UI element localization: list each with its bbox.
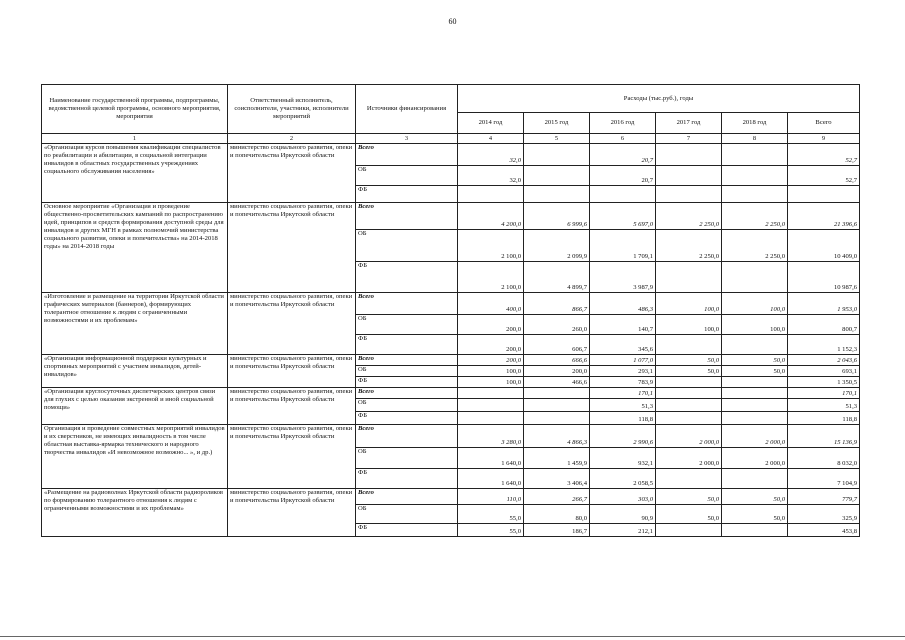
year-value: 4 899,7 xyxy=(524,262,590,293)
funding-source: Всего xyxy=(356,388,458,399)
funding-source: Всего xyxy=(356,425,458,448)
total-value: 453,8 xyxy=(788,524,860,537)
year-value: 100,0 xyxy=(656,315,722,335)
year-value: 666,6 xyxy=(524,355,590,366)
year-value xyxy=(524,166,590,186)
year-value xyxy=(458,399,524,412)
year-value xyxy=(524,412,590,425)
table-body xyxy=(42,144,860,537)
year-value: 4 866,3 xyxy=(524,425,590,448)
funding-source: Всего xyxy=(356,355,458,366)
column-index: 1 xyxy=(42,134,228,144)
funding-source: ОБ xyxy=(356,366,458,377)
scan-edge-line xyxy=(0,636,905,637)
total-value: 21 396,6 xyxy=(788,203,860,230)
funding-source: Всего xyxy=(356,489,458,505)
total-value: 51,3 xyxy=(788,399,860,412)
total-value: 52,7 xyxy=(788,166,860,186)
executor-name: министерство социального развития, опеки и попечительства Иркутской области xyxy=(228,203,356,293)
year-value xyxy=(590,186,656,203)
year-value: 100,0 xyxy=(656,293,722,315)
executor-name: министерство социального развития, опеки и попечительства Иркутской области xyxy=(228,388,356,425)
year-value xyxy=(524,388,590,399)
year-value: 50,0 xyxy=(656,489,722,505)
year-value xyxy=(458,186,524,203)
year-value xyxy=(656,469,722,489)
year-value: 1 077,0 xyxy=(590,355,656,366)
funding-source: ФБ xyxy=(356,377,458,388)
year-value: 200,0 xyxy=(458,315,524,335)
year-value: 118,8 xyxy=(590,412,656,425)
header-executor: Ответственный исполнитель, соисполнители, участники, исполнители мероприятий xyxy=(228,85,356,134)
executor-name: министерство социального развития, опеки и попечительства Иркутской области xyxy=(228,293,356,355)
year-value xyxy=(722,524,788,537)
funding-source: ФБ xyxy=(356,186,458,203)
year-value xyxy=(722,377,788,388)
column-index: 9 xyxy=(788,134,860,144)
total-value: 800,7 xyxy=(788,315,860,335)
year-value xyxy=(722,262,788,293)
year-value: 2 000,0 xyxy=(656,448,722,469)
year-value: 866,7 xyxy=(524,293,590,315)
total-value: 10 987,6 xyxy=(788,262,860,293)
year-value xyxy=(524,144,590,166)
funding-source: ОБ xyxy=(356,399,458,412)
year-value xyxy=(458,388,524,399)
year-value: 170,1 xyxy=(590,388,656,399)
year-value: 932,1 xyxy=(590,448,656,469)
table-row xyxy=(42,489,860,505)
budget-table xyxy=(41,84,860,537)
total-value xyxy=(788,186,860,203)
year-value: 50,0 xyxy=(656,355,722,366)
column-index: 7 xyxy=(656,134,722,144)
year-value: 466,6 xyxy=(524,377,590,388)
year-value: 90,9 xyxy=(590,505,656,524)
funding-source: ОБ xyxy=(356,230,458,262)
header-source: Источники финансирования xyxy=(356,85,458,134)
year-value: 50,0 xyxy=(722,355,788,366)
year-value: 50,0 xyxy=(722,366,788,377)
year-value: 2 058,5 xyxy=(590,469,656,489)
total-value: 1 350,5 xyxy=(788,377,860,388)
year-value: 2 250,0 xyxy=(722,203,788,230)
year-value: 2 250,0 xyxy=(656,230,722,262)
year-value xyxy=(524,399,590,412)
total-value: 1 953,0 xyxy=(788,293,860,315)
table-row xyxy=(42,388,860,399)
year-value: 2 100,0 xyxy=(458,230,524,262)
year-value: 32,0 xyxy=(458,166,524,186)
year-value: 260,0 xyxy=(524,315,590,335)
year-value: 3 987,9 xyxy=(590,262,656,293)
year-value: 266,7 xyxy=(524,489,590,505)
year-value xyxy=(722,412,788,425)
year-value: 140,7 xyxy=(590,315,656,335)
year-value: 50,0 xyxy=(722,489,788,505)
funding-source: ОБ xyxy=(356,505,458,524)
executor-name: министерство социального развития, опеки и попечительства Иркутской области xyxy=(228,425,356,489)
year-value: 100,0 xyxy=(722,315,788,335)
activity-name: «Организация курсов повышения квалификации специалистов по реабилитации и абилитации, в социальной интеграции инвалидов в областных государственных учреждениях социального обслуживания населения» xyxy=(42,144,228,203)
table-row xyxy=(42,203,860,230)
column-index: 6 xyxy=(590,134,656,144)
year-value: 55,0 xyxy=(458,524,524,537)
year-value: 212,1 xyxy=(590,524,656,537)
header-year: 2017 год xyxy=(656,113,722,134)
column-index: 5 xyxy=(524,134,590,144)
year-value xyxy=(656,166,722,186)
year-value xyxy=(722,399,788,412)
funding-source: ОБ xyxy=(356,448,458,469)
year-value: 1 459,9 xyxy=(524,448,590,469)
year-value: 100,0 xyxy=(458,377,524,388)
year-value xyxy=(458,412,524,425)
year-value: 200,0 xyxy=(458,355,524,366)
year-value xyxy=(656,144,722,166)
activity-name: «Размещение на радиоволнах Иркутской области радиороликов по формированию толерантного отношения к людям с ограниченными возможностями и их проблемам» xyxy=(42,489,228,537)
funding-source: ОБ xyxy=(356,166,458,186)
year-value: 783,9 xyxy=(590,377,656,388)
funding-source: ФБ xyxy=(356,335,458,355)
year-value: 55,0 xyxy=(458,505,524,524)
year-value: 3 280,0 xyxy=(458,425,524,448)
year-value: 110,0 xyxy=(458,489,524,505)
funding-source: ФБ xyxy=(356,524,458,537)
year-value: 100,0 xyxy=(722,293,788,315)
year-value: 20,7 xyxy=(590,166,656,186)
year-value: 2 100,0 xyxy=(458,262,524,293)
header-year: 2016 год xyxy=(590,113,656,134)
funding-source: ФБ xyxy=(356,412,458,425)
activity-name: «Организация круглосуточных диспетчерских центров связи для глухих с целью оказания экстренной и иной социальной помощи» xyxy=(42,388,228,425)
year-value xyxy=(524,186,590,203)
year-value: 6 999,6 xyxy=(524,203,590,230)
total-value: 8 032,0 xyxy=(788,448,860,469)
year-value xyxy=(722,166,788,186)
year-value: 3 406,4 xyxy=(524,469,590,489)
year-value: 1 640,0 xyxy=(458,448,524,469)
activity-name: «Организация информационной поддержки культурных и спортивных мероприятий с участием инвалидов, детей-инвалидов» xyxy=(42,355,228,388)
activity-name: Организация и проведение совместных мероприятий инвалидов и их сверстников, не имеющих инвалидность в том числе областная выставка-ярмарка технического и народного творчества инвалидов «И невозможное возможно... », и др.) xyxy=(42,425,228,489)
column-index: 3 xyxy=(356,134,458,144)
year-value: 4 200,0 xyxy=(458,203,524,230)
year-value: 2 099,9 xyxy=(524,230,590,262)
year-value xyxy=(722,335,788,355)
year-value: 200,0 xyxy=(458,335,524,355)
header-year: 2018 год xyxy=(722,113,788,134)
total-value: 1 152,3 xyxy=(788,335,860,355)
year-value xyxy=(656,377,722,388)
table-row xyxy=(42,425,860,448)
column-index: 8 xyxy=(722,134,788,144)
activity-name: «Изготовление и размещение на территории Иркутской области графических материалов (баннеров), формирующих толерантное отношение к людям с ограниченными возможностями и их проблемам» xyxy=(42,293,228,355)
funding-source: ФБ xyxy=(356,262,458,293)
year-value: 2 990,6 xyxy=(590,425,656,448)
year-value: 293,1 xyxy=(590,366,656,377)
year-value xyxy=(656,335,722,355)
year-value: 2 000,0 xyxy=(722,425,788,448)
table-row xyxy=(42,144,860,166)
total-value: 15 136,9 xyxy=(788,425,860,448)
year-value xyxy=(656,412,722,425)
executor-name: министерство социального развития, опеки и попечительства Иркутской области xyxy=(228,144,356,203)
page-number: 60 xyxy=(448,17,457,26)
year-value xyxy=(722,388,788,399)
funding-source: ФБ xyxy=(356,469,458,489)
total-value: 2 043,6 xyxy=(788,355,860,366)
year-value xyxy=(656,399,722,412)
year-value: 51,3 xyxy=(590,399,656,412)
year-value: 2 000,0 xyxy=(656,425,722,448)
header-year: 2014 год xyxy=(458,113,524,134)
year-value xyxy=(656,262,722,293)
year-value: 2 250,0 xyxy=(656,203,722,230)
year-value: 606,7 xyxy=(524,335,590,355)
year-value: 50,0 xyxy=(656,366,722,377)
year-value: 400,0 xyxy=(458,293,524,315)
year-value xyxy=(722,469,788,489)
year-value: 50,0 xyxy=(656,505,722,524)
header-expenses: Расходы (тыс.руб.), годы xyxy=(458,85,860,113)
funding-source: Всего xyxy=(356,144,458,166)
header-year: 2015 год xyxy=(524,113,590,134)
year-value: 186,7 xyxy=(524,524,590,537)
year-value xyxy=(656,524,722,537)
year-value: 80,0 xyxy=(524,505,590,524)
total-value: 325,9 xyxy=(788,505,860,524)
funding-source: Всего xyxy=(356,293,458,315)
year-value: 486,3 xyxy=(590,293,656,315)
year-value: 345,6 xyxy=(590,335,656,355)
total-value: 693,1 xyxy=(788,366,860,377)
year-value: 100,0 xyxy=(458,366,524,377)
column-index: 4 xyxy=(458,134,524,144)
total-value: 118,8 xyxy=(788,412,860,425)
funding-source: Всего xyxy=(356,203,458,230)
column-index: 2 xyxy=(228,134,356,144)
year-value: 2 000,0 xyxy=(722,448,788,469)
year-value: 1 640,0 xyxy=(458,469,524,489)
year-value: 50,0 xyxy=(722,505,788,524)
funding-source: ОБ xyxy=(356,315,458,335)
year-value: 1 709,1 xyxy=(590,230,656,262)
year-value xyxy=(722,144,788,166)
activity-name: Основное мероприятие «Организация и проведение общественно-просветительских кампаний по распространению идей, принципов и средств формирования доступной среды для инвалидов и других МГН в рамках полномочий министерства социального развития, опеки и попечительства» на 2014-2018 годы» на 2014-2018 годы xyxy=(42,203,228,293)
header-program: Наименование государственной программы, подпрограммы, ведомственной целевой программы, основного мероприятия, мероприятия xyxy=(42,85,228,134)
year-value: 200,0 xyxy=(524,366,590,377)
total-value: 52,7 xyxy=(788,144,860,166)
table-row xyxy=(42,355,860,366)
table-row xyxy=(42,293,860,315)
year-value xyxy=(722,186,788,203)
year-value xyxy=(656,388,722,399)
total-value: 170,1 xyxy=(788,388,860,399)
header-total: Всего xyxy=(788,113,860,134)
year-value: 2 250,0 xyxy=(722,230,788,262)
year-value: 32,0 xyxy=(458,144,524,166)
total-value: 779,7 xyxy=(788,489,860,505)
year-value xyxy=(656,186,722,203)
executor-name: министерство социального развития, опеки и попечительства Иркутской области xyxy=(228,489,356,537)
executor-name: министерство социального развития, опеки и попечительства Иркутской области xyxy=(228,355,356,388)
total-value: 7 104,9 xyxy=(788,469,860,489)
year-value: 5 697,0 xyxy=(590,203,656,230)
year-value: 303,0 xyxy=(590,489,656,505)
year-value: 20,7 xyxy=(590,144,656,166)
total-value: 10 409,0 xyxy=(788,230,860,262)
